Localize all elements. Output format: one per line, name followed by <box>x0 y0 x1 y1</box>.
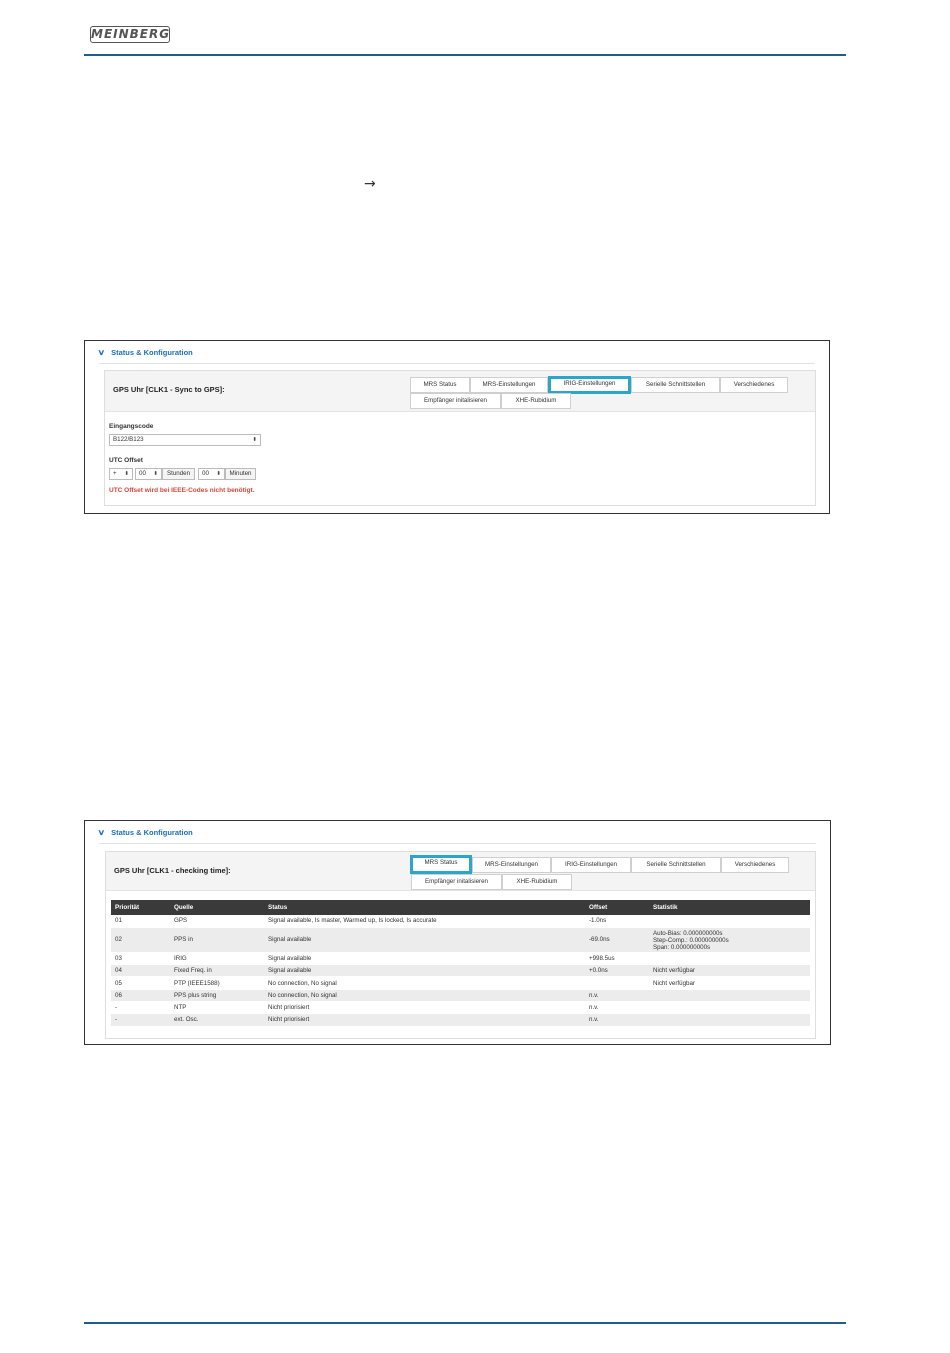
clock-title: GPS Uhr [CLK1 - Sync to GPS]: <box>113 385 225 394</box>
utc-warning: UTC Offset wird bei IEEE-Codes nicht benötigt. <box>109 487 255 494</box>
table-row <box>111 1001 810 1013</box>
cell-offset: +998.5us <box>585 952 649 964</box>
cell-statistics <box>649 915 810 927</box>
cell-source: PPS plus string <box>170 989 264 1001</box>
cell-status: No connection, No signal <box>264 977 585 989</box>
cell-priority: 04 <box>111 965 170 977</box>
cell-offset: n.v. <box>585 1001 649 1013</box>
section-header[interactable] <box>99 828 193 837</box>
cell-source: PPS in <box>170 927 264 952</box>
utc-minutes-value: 00 <box>202 470 209 477</box>
updown-icon: ⬍ <box>153 471 158 477</box>
meinberg-logo: MEINBERG <box>91 27 171 41</box>
table-row <box>111 1014 810 1026</box>
utc-offset-label: UTC Offset <box>109 457 143 464</box>
irig-settings-screenshot <box>84 340 830 514</box>
tab-irig-settings[interactable]: IRIG-Einstellungen <box>551 857 631 873</box>
cell-source: Fixed Freq. in <box>170 965 264 977</box>
clock-header <box>106 852 815 891</box>
utc-hours-select[interactable] <box>135 468 162 480</box>
cell-statistics <box>649 952 810 964</box>
table-row <box>111 989 810 1001</box>
table-row <box>111 927 810 952</box>
divider <box>99 363 815 364</box>
tab-mrs-settings[interactable]: MRS-Einstellungen <box>472 857 551 873</box>
cell-source: NTP <box>170 1001 264 1013</box>
cell-priority: 06 <box>111 989 170 1001</box>
cell-priority: - <box>111 1001 170 1013</box>
cell-status: Signal available <box>264 952 585 964</box>
cell-priority: 02 <box>111 927 170 952</box>
footer-rule <box>84 1322 846 1324</box>
section-header[interactable] <box>99 348 193 357</box>
utc-minutes-select[interactable] <box>198 468 225 480</box>
col-priority: Priorität <box>111 900 170 915</box>
tab-xhe-rubidium[interactable]: XHE-Rubidium <box>501 393 571 409</box>
stat-step-comp: Step-Comp.: 0.000000000s <box>653 936 729 944</box>
clock-config-box <box>104 370 816 506</box>
col-status: Status <box>264 900 585 915</box>
cell-priority: 03 <box>111 952 170 964</box>
tab-irig-settings[interactable]: IRIG-Einstellungen <box>548 376 631 394</box>
utc-hours-value: 00 <box>139 470 146 477</box>
cell-priority: 05 <box>111 977 170 989</box>
stat-auto-bias: Auto-Bias: 0.000000000s <box>653 929 723 937</box>
cell-source: IRIG <box>170 952 264 964</box>
chevron-down-icon: ∨ <box>97 828 106 837</box>
cell-statistics: Nicht verfügbar <box>649 965 810 977</box>
input-code-label: Eingangscode <box>109 423 154 430</box>
table-row <box>111 952 810 964</box>
hours-unit: Stunden <box>162 468 195 480</box>
mrs-status-table <box>111 900 810 1027</box>
updown-icon: ⬍ <box>124 471 129 477</box>
cell-status: Signal available <box>264 927 585 952</box>
tab-receiver-init[interactable]: Empfänger initalisieren <box>410 393 501 409</box>
section-title: Status & Konfiguration <box>111 348 193 357</box>
divider <box>99 843 816 844</box>
clock-header <box>105 371 815 412</box>
cell-offset: n.v. <box>585 989 649 1001</box>
tab-misc[interactable]: Verschiedenes <box>721 857 789 873</box>
input-code-select[interactable] <box>109 434 261 446</box>
cell-source: PTP (IEEE1588) <box>170 977 264 989</box>
arrow-glyph: → <box>364 176 376 192</box>
section-title: Status & Konfiguration <box>111 828 193 837</box>
mrs-status-screenshot <box>84 820 831 1045</box>
tab-serial-ports[interactable]: Serielle Schnittstellen <box>631 377 720 393</box>
tab-serial-ports[interactable]: Serielle Schnittstellen <box>631 857 721 873</box>
utc-sign-select[interactable] <box>109 468 133 480</box>
cell-priority: - <box>111 1014 170 1026</box>
cell-status: No connection, No signal <box>264 989 585 1001</box>
cell-status: Signal available, Is master, Warmed up, Is locked, Is accurate <box>264 915 585 927</box>
tab-mrs-status[interactable]: MRS Status <box>410 377 470 393</box>
chevron-down-icon: ∨ <box>97 348 106 357</box>
utc-sign-value: + <box>113 470 117 477</box>
tab-misc[interactable]: Verschiedenes <box>720 377 788 393</box>
col-statistics: Statistik <box>649 900 810 915</box>
cell-offset: +0.0ns <box>585 965 649 977</box>
table-row <box>111 965 810 977</box>
cell-status: Nicht priorisiert <box>264 1014 585 1026</box>
tab-mrs-settings[interactable]: MRS-Einstellungen <box>470 377 548 393</box>
cell-priority: 01 <box>111 915 170 927</box>
cell-offset: n.v. <box>585 1014 649 1026</box>
tab-mrs-status[interactable]: MRS Status <box>410 855 472 874</box>
table-header-row <box>111 900 810 915</box>
cell-statistics: Nicht verfügbar <box>649 977 810 989</box>
table-row <box>111 977 810 989</box>
stat-span: Span: 0.000000000s <box>653 943 711 951</box>
clock-title: GPS Uhr [CLK1 - checking time]: <box>114 866 231 875</box>
cell-statistics <box>649 989 810 1001</box>
tab-xhe-rubidium[interactable]: XHE-Rubidium <box>502 874 572 890</box>
cell-status: Nicht priorisiert <box>264 1001 585 1013</box>
cell-statistics <box>649 927 810 952</box>
col-offset: Offset <box>585 900 649 915</box>
col-source: Quelle <box>170 900 264 915</box>
cell-statistics <box>649 1001 810 1013</box>
cell-source: ext. Osc. <box>170 1014 264 1026</box>
cell-offset: -69.0ns <box>585 927 649 952</box>
header-rule <box>84 54 846 56</box>
input-code-value: B122/B123 <box>113 436 144 443</box>
cell-offset <box>585 977 649 989</box>
minutes-unit: Minuten <box>225 468 256 480</box>
tab-receiver-init[interactable]: Empfänger initalisieren <box>411 874 502 890</box>
table-row <box>111 915 810 927</box>
cell-statistics <box>649 1014 810 1026</box>
updown-icon: ⬍ <box>216 471 221 477</box>
cell-status: Signal available <box>264 965 585 977</box>
updown-icon: ⬍ <box>252 437 257 443</box>
cell-source: GPS <box>170 915 264 927</box>
cell-offset: -1.0ns <box>585 915 649 927</box>
